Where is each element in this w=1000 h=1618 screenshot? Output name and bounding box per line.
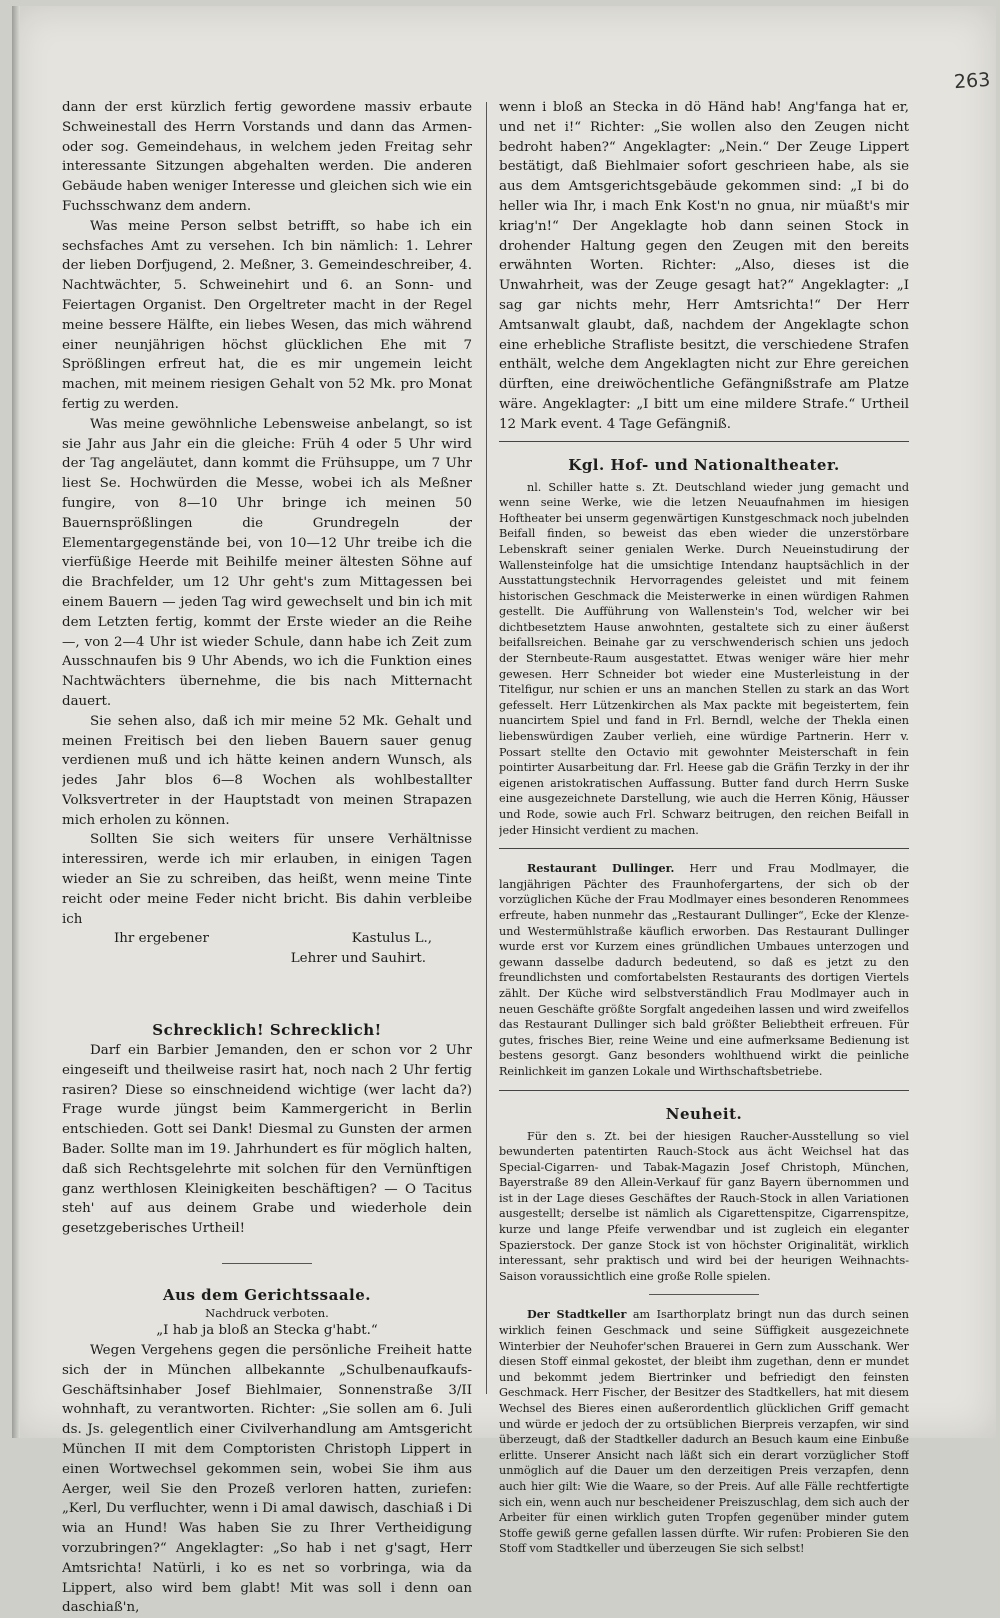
letter-paragraph-4: Sie sehen also, daß ich mir meine 52 Mk. Gehalt und meinen Freitisch bei den lieben Bauern sauer genug verdienen muß und ich hätte keinen andern Wunsch, als jedes Jahr blos 6—8 Wochen als wohlbestallter Volksvertreter in der Hauptstadt von meinen Strapazen mich erholen zu können. — [62, 713, 472, 828]
left-column — [62, 98, 472, 1618]
article-quote-title: „I hab ja bloß an Stecka g'habt.“ — [156, 1323, 378, 1339]
stadtkeller-text: am Isarthorplatz bringt nun das durch seinen wirklich feinen Geschmack und seine Süffigkeit ausgezeichnete Winterbier der Neuhofer'schen Brauerei in Gern zum Ausschank. Wer diesen Stoff einmal gekostet, der bleibt ihm zugethan, denn er mundet und bekommt jedem Biertrinker und befriedigt den feinsten Geschmack. Herr Fischer, der Besitzer des Stadtkellers, hat mit diesem Wechsel des Bieres einen außerordentlich glücklichen Griff gemacht und würde er jedoch der zu ortsüblichen Bierpreis verzapfen, wir sind überzeugt, daß der Stadtkeller dadurch an Besuch kaum eine Einbuße erlitte. Unserer Ansicht nach läßt sich ein derart vorzüglicher Stoff unmöglich auf die Dauer um den derzeitigen Preis verzapfen, denn auch hier gilt: Wie die Waare, so der Preis. Auf alle Fälle rechtfertigte sich ein, wenn auch nur bescheidener Preiszuschlag, dem sich auch der Arbeiter für einen wirklich guten Tropfen gegenüber minder gutem Stoffe gewiß gerne gefallen lassen dürfte. Wir rufen: Probieren Sie den Stoff vom Stadtkeller und überzeugen Sie sich selbst! — [499, 1308, 909, 1556]
heading-schrecklich: Schrecklich! Schrecklich! — [152, 1021, 382, 1040]
letter-paragraph-1: dann der erst kürzlich fertig gewordene massiv erbaute Schweinestall des Herrn Vorstands und dann das Armen- oder sog. Gemeindehaus, in welchem jeden Freitag sehr interessante Sitzungen abgehalten werden. Die anderen Gebäude haben weniger Interesse und gleichen sich wie ein Fuchsschwanz dem andern. — [62, 100, 472, 214]
neuheit-paragraph: Für den s. Zt. bei der hiesigen Raucher-Ausstellung so viel bewunderten patentirten Rauch-Stock aus ächt Weichsel hat das Special-Cigarren- und Tabak-Magazin Josef Christoph, München, Bayerstraße 89 den Allein-Verkauf für ganz Bayern übernommen und ist in der Lage dieses Geschäftes der Rauch-Stock in allen Variationen ausgestellt; derselbe ist nämlich als Cigarettenspitze, Cigarrenspitze, kurze und lange Pfeife verwendbar und ist zugleich ein eleganter Spazierstock. Der ganze Stock ist von höchster Originalität, wirklich interessant, sehr praktisch und wird bei der heurigen Weihnachts-Saison voraussichtlich eine große Rolle spielen. — [499, 1129, 909, 1283]
restaurant-paragraph — [499, 861, 909, 1079]
newspaper-page — [12, 6, 996, 1616]
column-divider — [486, 102, 487, 1394]
page-number: 263 — [953, 68, 991, 94]
letter-paragraph-3: Was meine gewöhnliche Lebensweise anbelangt, so ist sie Jahr aus Jahr ein die gleiche: Früh 4 oder 5 Uhr wird der Tag angeläutet, dann kommt die Frühsuppe, um 7 Uhr liest Se. Hochwürden die Messe, wobei ich als Meßner fungire, von 8—10 Uhr bringe ich meinen 50 Bauernsprößlingen die Grundregeln der Elementargegenstände bei, von 10—12 Uhr treibe ich die vierfüßige Heerde mit Beihilfe meiner ältesten Söhne auf die Brachfelder, um 12 Uhr geht's zum Mittagessen bei einem Bauern — jeden Tag wird gewechselt und bin ich mit dem Letzten fertig, kommt der Erste wieder an die Reihe —, von 2—4 Uhr ist wieder Schule, dann habe ich Zeit zum Ausschnaufen bis 9 Uhr Abends, wo ich die Funktion eines Nachtwächters übernehme, die bis nach Mitternacht dauert. — [62, 416, 472, 709]
letter-paragraph-2: Was meine Person selbst betrifft, so habe ich ein sechsfaches Amt zu versehen. Ich bin nämlich: 1. Lehrer der lieben Dorfjugend, 2. Meßner, 3. Gemeindeschreiber, 4. Nachtwächter, 5. Schweinehirt und 6. an Sonn- und Feiertagen Organist. Den Orgeltreter macht in der Regel meine bessere Hälfte, ein liebes Wesen, das mich während einer neunjährigen höchst glücklichen Ehe mit 7 Sprößlingen erfreut hat, die es mir ungemein leicht machen, mit meinem riesigen Gehalt von 52 Mk. pro Monat fertig zu werden. — [62, 218, 472, 412]
theater-review-paragraph: nl. Schiller hatte s. Zt. Deutschland wieder jung gemacht und wenn seine Werke, wie die letzen Neuaufnahmen im hiesigen Hoftheater bei unserm gegenwärtigen Kunstgeschmack noch jubelnden Beifall finden, so beweist das eben wieder die unzerstörbare Lebenskraft seiner genialen Werke. Durch Neueinstudirung der Wallensteinfolge hat die umsichtige Intendanz hauptsächlich in der Ausstattungstechnik Hervorragendes geleistet und mit feinem historischen Geschmack die Meisterwerke in einen würdigen Rahmen gestellt. Die Aufführung von Wallenstein's Tod, welcher wir bei dichtbesetztem Hause anwohnten, gestaltete sich zu einer äußerst beifallsreichen. Beinahe gar zu verschwenderisch schien uns jedoch der Sternbeute-Raum ausgestattet. Etwas weniger wäre hier mehr gewesen. Herr Schneider bot wieder eine Musterleistung in der Titelfigur, nur schien er uns an manchen Stellen zu stark an das Wort gefesselt. Herr Lützenkirchen als Max packte mit begeistertem, fein nuancirtem Spiel und fand in Frl. Berndl, welche der Thekla einen liebenswürdigen Zauber verlieh, eine würdige Partnerin. Herr v. Possart stellte den Octavio mit gewohnter Meisterschaft in fein pointirter Ausarbeitung dar. Frl. Heese gab die Gräfin Terzky in der ihr eigenen aristokratischen Auffassung. Butter fand durch Herrn Suske eine ausgezeichnete Darstellung, wie auch die Herren König, Häusser und Rode, sowie auch Frl. Schwarz beitrugen, den reichen Beifall in jeder Hinsicht verdient zu machen. — [499, 480, 909, 837]
letter-paragraph-5: Sollten Sie sich weiters für unsere Verhältnisse interessiren, werde ich mir erlauben, in einigen Tagen wieder an Sie zu schreiben, das heißt, wenn meine Tinte reicht oder meine Feder nicht bricht. Bis dahin verbleibe ich — [62, 832, 472, 927]
page-fold-shadow — [12, 6, 20, 1438]
heading-gerichtssaale: Aus dem Gerichtssaale. — [162, 1286, 372, 1305]
heading-nationaltheater: Kgl. Hof- und Nationaltheater. — [568, 455, 840, 474]
right-column — [499, 98, 909, 1557]
letter-closing-greeting: Ihr ergebener — [114, 931, 209, 947]
letter-signature-name: Kastulus L., — [351, 931, 432, 947]
restaurant-text: Herr und Frau Modlmayer, die langjährigen Pächter des Fraunhofergartens, der sich ob der vorzüglichen Küche der Frau Modlmayer eines besonderen Renommees erfreute, haben nunmehr das „Restaurant Dullinger“, Ecke der Klenze- und Westermühlstraße käuflich erworben. Das Restaurant Dullinger wurde erst vor Kurzem eines gründlichen Umbaues unterzogen und gewann dasselbe dadurch bedeutend, so daß es jetzt zu den freundlichsten und comfortabelsten Restaurants des dortigen Viertels zählt. Der Küche wird selbstverständlich Frau Modlmayer auch in neuen Geschäfte größte Sorgfalt angedeihen lassen und wird zweifellos das Restaurant Dullinger sich bald größter Beliebtheit erfreuen. Für gutes, frisches Bier, reine Weine und eine aufmerksame Bedienung ist bestens gesorgt. Ganz besonders wohlthuend wirkt die peinliche Reinlichkeit im ganzen Lokale und Wirthschaftsbetriebe. — [499, 862, 909, 1078]
court-continuation-paragraph: wenn i bloß an Stecka in dö Händ hab! Ang'fanga hat er, und net i!“ Richter: „Sie wollen also den Zeugen nicht bedroht haben?“ Angeklagter: „Nein.“ Der Zeuge Lippert bestätigt, daß Biehlmaier sofort geschrieen habe, als sie aus dem Amtsgerichtsgebäude gekommen sind: „I bi do heller wia Ihr, i mach Enk Kost'n no gnua, nir müaßt's mir kriag'n!“ Der Angeklagte hob dann seinen Stock in drohender Haltung gegen den Zeugen mit den bereits erwähnten Worten. Richter: „Also, dieses ist die Unwahrheit, was der Zeuge gesagt hat?“ Angeklagter: „I sag gar nichts mehr, Herr Amtsrichta!“ Der Herr Amtsanwalt glaubt, daß, nachdem der Angeklagte schon eine erhebliche Strafliste besitzt, die verschiedene Strafen enthält, welche dem Angeklagten nicht zur Ehre gereichen dürften, eine dreiwöchentliche Gefängnißstrafe am Platze wäre. Angeklagter: „I bitt um eine mildere Strafe.“ Urtheil 12 Mark event. 4 Tage Gefängniß. — [499, 100, 909, 432]
stadtkeller-paragraph — [499, 1307, 909, 1557]
letter-signature-title: Lehrer und Sauhirt. — [290, 951, 426, 967]
gerichtssaale-paragraph: Wegen Vergehens gegen die persönliche Freiheit hatte sich der in München allbekannte „Schulbenaufkaufs-Geschäftsinhaber Josef Biehlmaier, Sonnenstraße 3/II wohnhaft, zu verantworten. Richter: „Sie sollen am 6. Juli ds. Js. gelegentlich einer Civilverhandlung am Amtsgericht München II mit dem Comptoristen Christoph Lippert in einen Wortwechsel gekommen sein, wobei Sie ihm aus Aerger, weil Sie den Prozeß verloren hatten, zuriefen: „Kerl, Du verfluchter, wenn i Di amal dawisch, daschiaß i Di wia an Hund! Was haben Sie zu Ihrer Vertheidigung vorzubringen?“ Angeklagter: „So hab i net g'sagt, Herr Amtsrichta! Natürli, i ko es net so vorbringa, wia da Lippert, also wird bem glabt! Mit was soll i denn oan daschiaß'n, — [62, 1343, 472, 1616]
schrecklich-paragraph: Darf ein Barbier Jemanden, den er schon vor 2 Uhr eingeseift und theilweise rasirt hat, noch nach 2 Uhr fertig rasiren? Diese so einschneidend wichtige (wer lacht da?) Frage wurde jüngst beim Kammergericht in Berlin entschieden. Gott sei Dank! Diesmal zu Gunsten der armen Bader. Sollte man im 19. Jahrhundert es für möglich halten, daß sich Rechtsgelehrte mit solchen für den Vernünftigen ganz werthlosen Kleinigkeiten beschäftigen? — O Tacitus steh' auf aus deinem Grabe und wiederhole dein gesetzgeberisches Urtheil! — [62, 1043, 472, 1237]
reprint-notice: Nachdruck verboten. — [205, 1306, 329, 1321]
restaurant-lead: Restaurant Dullinger. — [527, 861, 675, 876]
stadtkeller-lead: Der Stadtkeller — [527, 1307, 627, 1322]
heading-neuheit: Neuheit. — [665, 1104, 743, 1123]
letter-closing — [62, 929, 472, 949]
